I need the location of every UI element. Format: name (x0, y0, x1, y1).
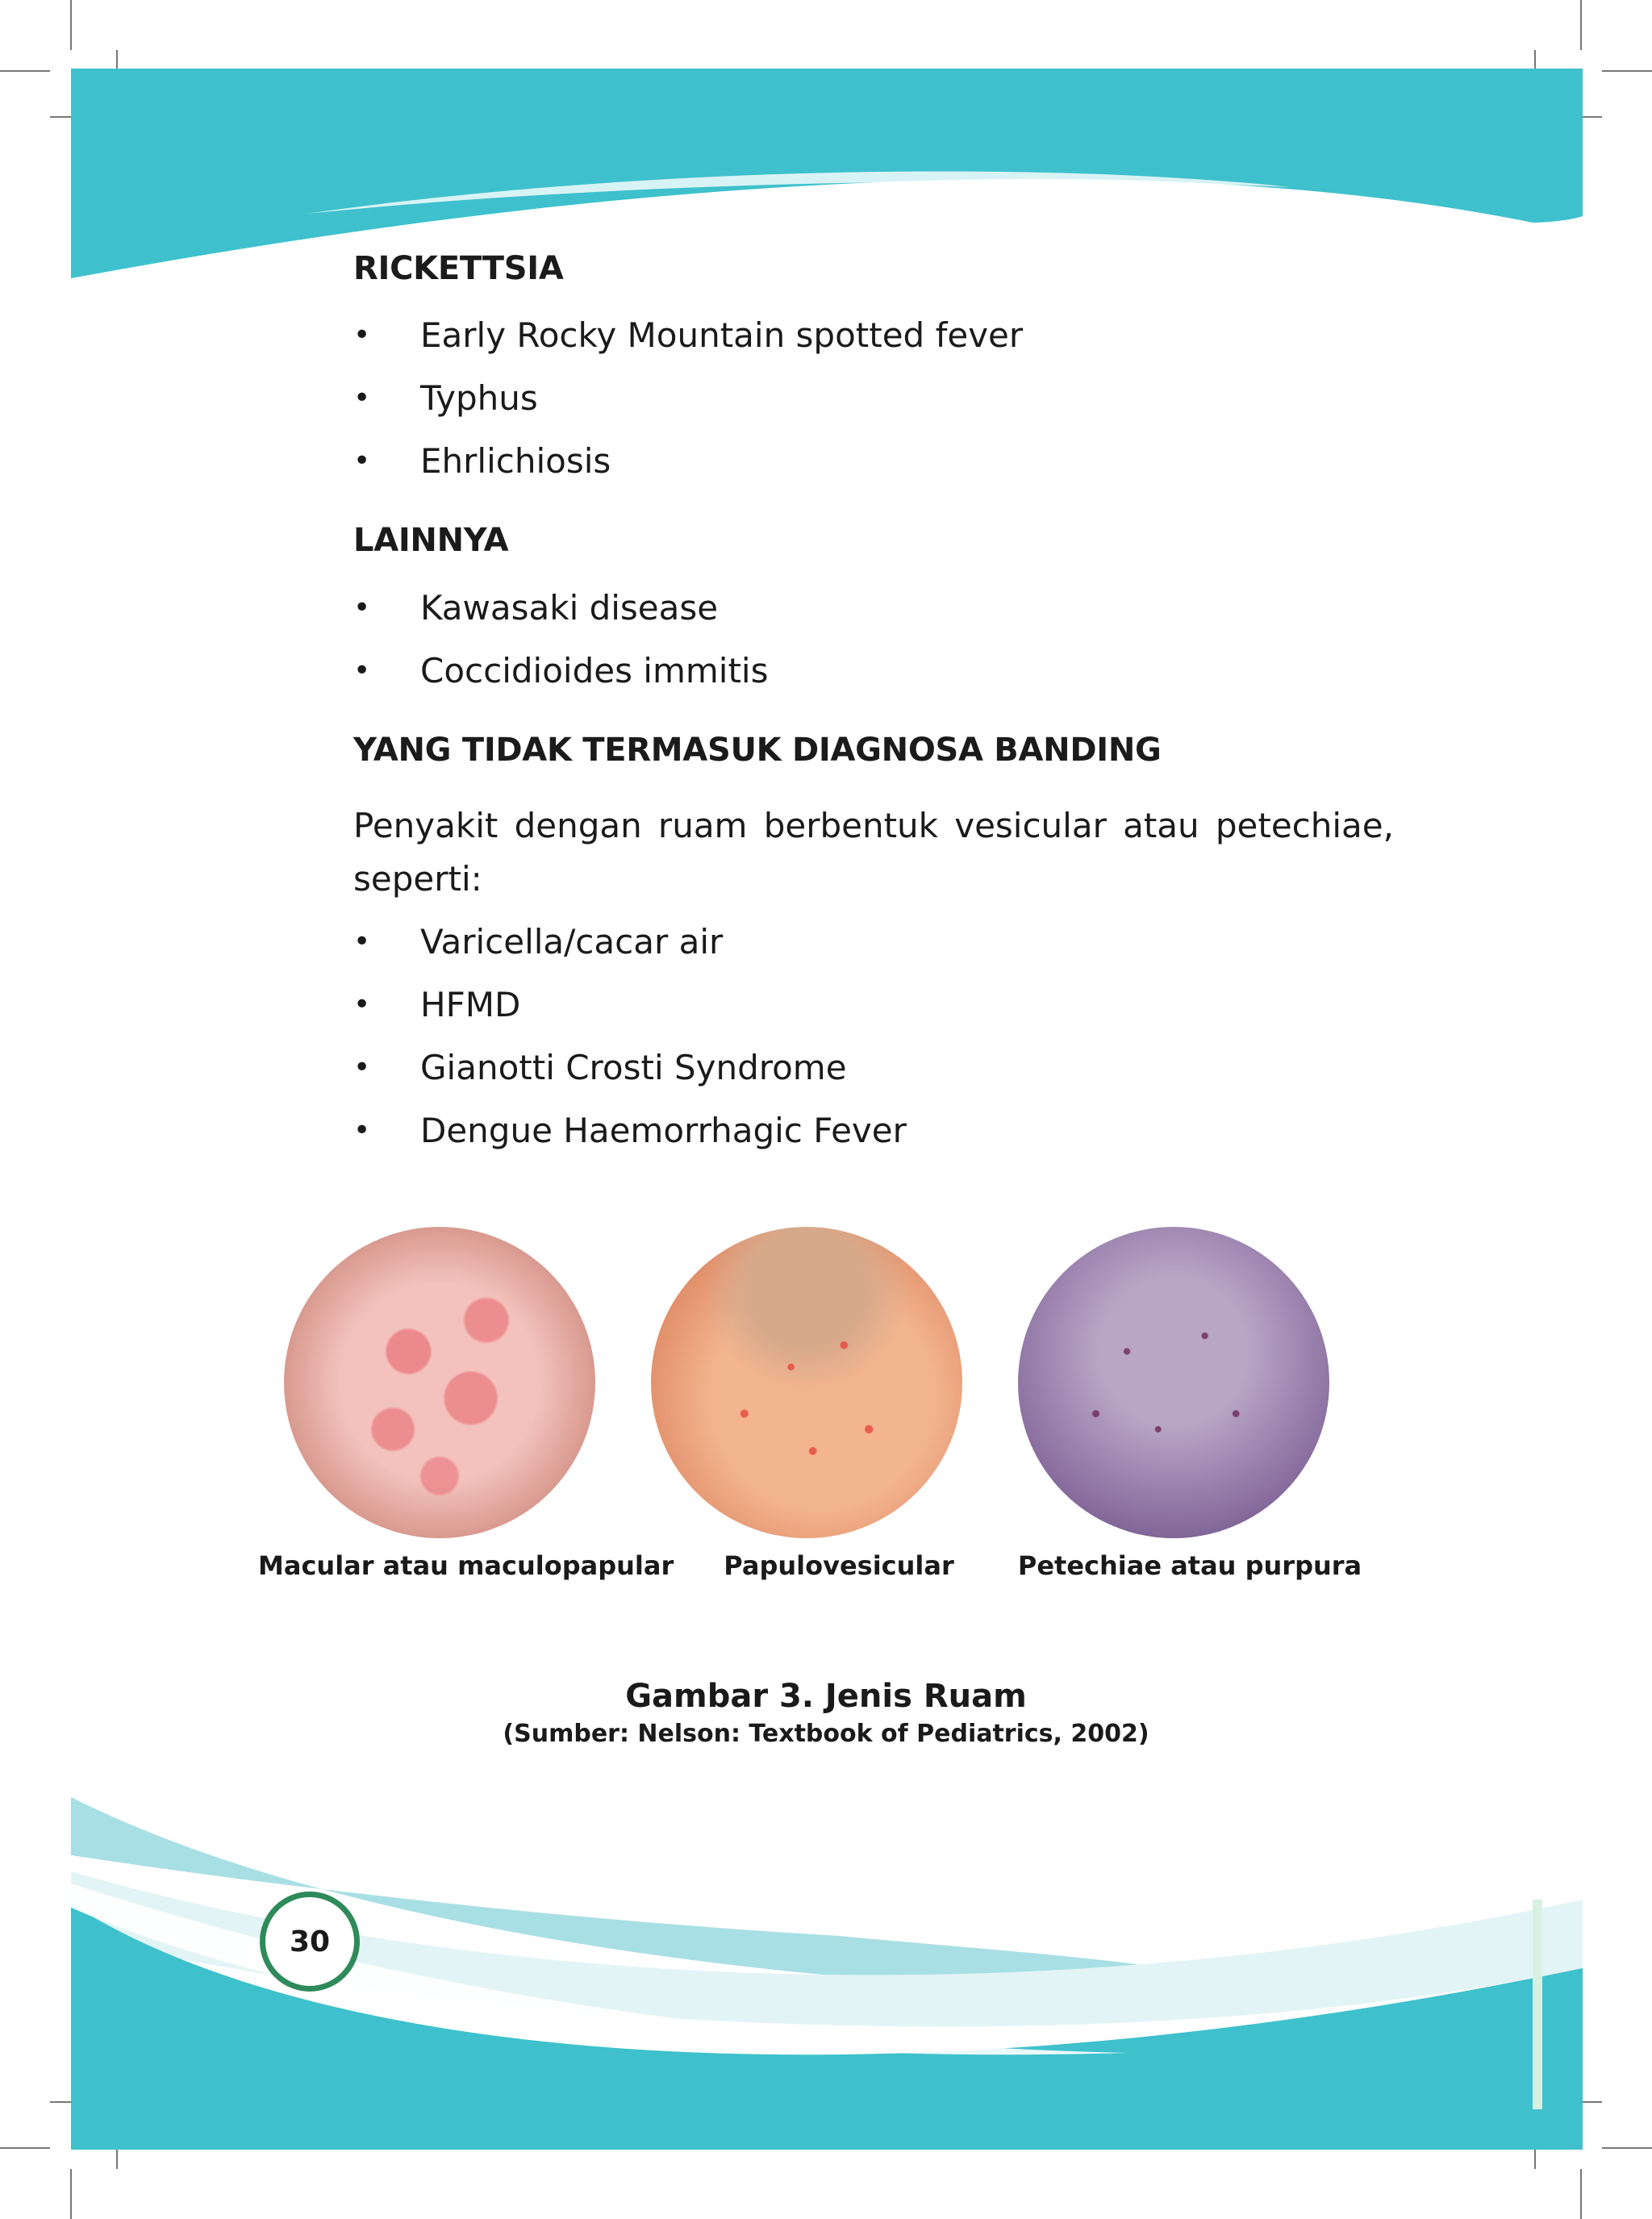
list-item (353, 974, 907, 1037)
bullet-icon: • (353, 1114, 371, 1147)
papulovesicular-rash-photo (651, 1227, 962, 1538)
list-item-text: HFMD (420, 985, 521, 1024)
list-item (353, 640, 768, 703)
caption-papulovesicular: Papulovesicular (724, 1550, 954, 1581)
bullet-icon: • (353, 319, 371, 352)
macular-rash-photo (284, 1227, 595, 1538)
petechiae-rash-photo (1018, 1227, 1329, 1538)
bottom-right-accent (1533, 1900, 1542, 2109)
list-item (353, 367, 1023, 430)
list-item-text: Typhus (420, 378, 538, 418)
bullet-icon: • (353, 1051, 371, 1084)
rickettsia-list (353, 304, 1023, 493)
page-number: 30 (260, 1892, 360, 1992)
figure-title: Gambar 3. Jenis Ruam (625, 1678, 1027, 1715)
list-item-text: Early Rocky Mountain spotted fever (420, 315, 1024, 355)
list-item-text: Dengue Haemorrhagic Fever (420, 1111, 907, 1150)
excluded-intro: Penyakit dengan ruam berbentuk vesicular atau petechiae, seperti: (353, 806, 1394, 899)
list-item-text: Kawasaki disease (420, 588, 719, 628)
list-item (353, 304, 1023, 367)
caption-macular: Macular atau maculopapular (258, 1550, 674, 1581)
list-item (353, 911, 907, 974)
list-item (353, 1099, 907, 1162)
bullet-icon: • (353, 591, 371, 624)
excluded-list (353, 911, 907, 1162)
list-item-text: Gianotti Crosti Syndrome (420, 1048, 847, 1087)
bullet-icon: • (353, 382, 371, 415)
figure-source: (Sumber: Nelson: Textbook of Pediatrics, 2002) (503, 1720, 1149, 1748)
caption-petechiae: Petechiae atau purpura (1017, 1550, 1362, 1581)
list-item-text: Varicella/cacar air (420, 922, 724, 961)
bullet-icon: • (353, 988, 371, 1021)
section-heading-excluded: YANG TIDAK TERMASUK DIAGNOSA BANDING (353, 732, 1162, 769)
section-heading-lainnya: LAINNYA (353, 522, 509, 559)
bullet-icon: • (353, 654, 371, 687)
lainnya-list (353, 577, 768, 703)
list-item-text: Coccidioides immitis (420, 651, 769, 690)
bullet-icon: • (353, 444, 371, 478)
list-item-text: Ehrlichiosis (420, 441, 611, 481)
list-item (353, 577, 768, 640)
bullet-icon: • (353, 925, 371, 958)
section-heading-rickettsia: RICKETTSIA (353, 250, 564, 287)
list-item (353, 430, 1023, 493)
list-item (353, 1037, 907, 1099)
